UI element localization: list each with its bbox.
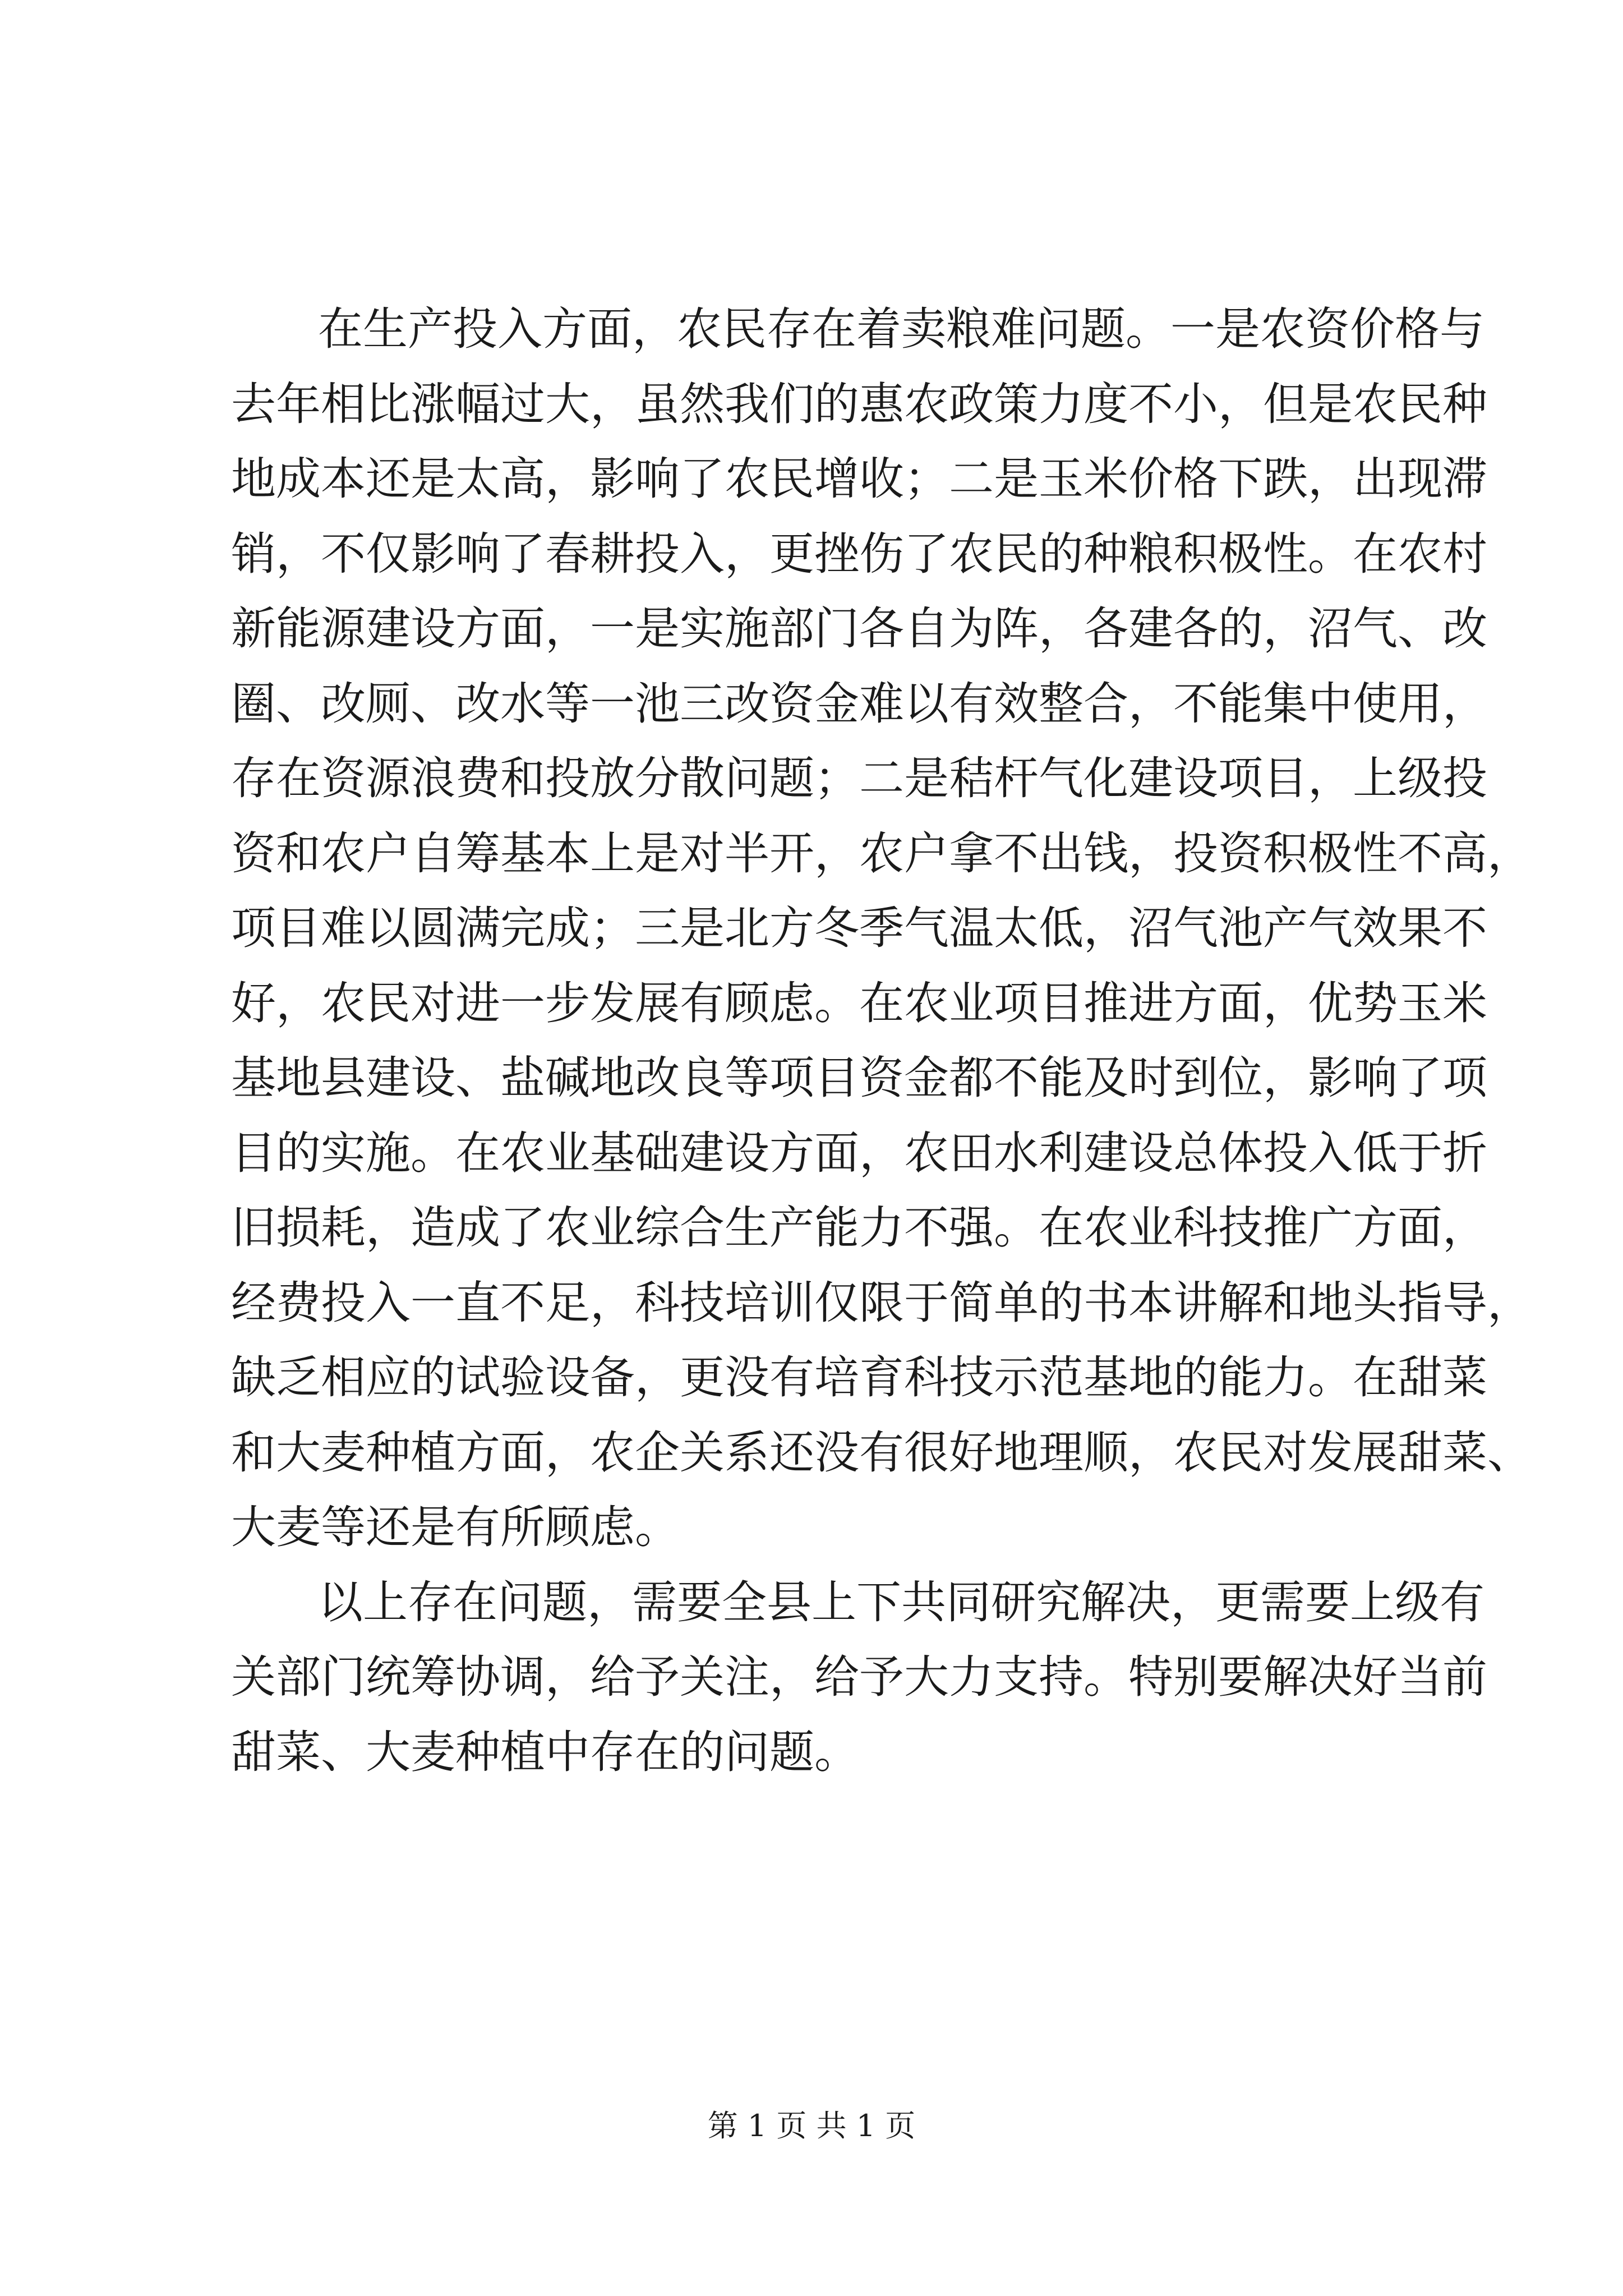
paragraph-1	[231, 292, 1532, 1565]
text-line: 目的实施。在农业基础建设方面，农田水利建设总体投入低于折	[231, 1126, 1487, 1179]
page-footer	[0, 2106, 1623, 2146]
text-line: 基地县建设、盐碱地改良等项目资金都不能及时到位，影响了项	[231, 1052, 1487, 1104]
text-line: 经费投入一直不足，科技培训仅限于简单的书本讲解和地头指导，	[231, 1276, 1532, 1329]
text-line: 项目难以圆满完成；三是北方冬季气温太低，沼气池产气效果不	[231, 902, 1487, 954]
text-line: 存在资源浪费和投放分散问题；二是秸杆气化建设项目，上级投	[231, 752, 1487, 804]
text-line: 新能源建设方面，一是实施部门各自为阵，各建各的，沼气、改	[231, 602, 1487, 655]
text-line: 缺乏相应的试验设备，更没有培育科技示范基地的能力。在甜菜	[231, 1351, 1487, 1404]
text-line: 甜菜、大麦种植中存在的问题。	[231, 1726, 859, 1778]
text-line: 圈、改厕、改水等一池三改资金难以有效整合，不能集中使用，	[231, 677, 1487, 730]
text-line: 去年相比涨幅过大，虽然我们的惠农政策力度不小，但是农民种	[231, 378, 1487, 430]
text-line: 和大麦种植方面，农企关系还没有很好地理顺，农民对发展甜菜、	[231, 1426, 1532, 1479]
text-line: 地成本还是太高，影响了农民增收；二是玉米价格下跌，出现滞	[231, 453, 1487, 505]
text-line: 销，不仅影响了春耕投入，更挫伤了农民的种粮积极性。在农村	[231, 527, 1487, 580]
text-line: 大麦等还是有所顾虑。	[231, 1501, 680, 1553]
text-line: 好，农民对进一步发展有顾虑。在农业项目推进方面，优势玉米	[231, 977, 1487, 1029]
paragraph-2	[231, 1565, 1487, 1790]
text-line: 在生产投入方面，农民存在着卖粮难问题。一是农资价格与	[318, 303, 1484, 355]
text-line: 以上存在问题，需要全县上下共同研究解决，更需要上级有	[318, 1576, 1484, 1628]
text-line: 关部门统筹协调，给予关注，给予大力支持。特别要解决好当前	[231, 1651, 1487, 1703]
text-line: 旧损耗，造成了农业综合生产能力不强。在农业科技推广方面，	[231, 1202, 1487, 1254]
page-number-label: 第 1 页 共 1 页	[707, 2108, 916, 2143]
text-line: 资和农户自筹基本上是对半开，农户拿不出钱，投资积极性不高，	[231, 827, 1532, 880]
document-body	[231, 292, 1532, 1789]
